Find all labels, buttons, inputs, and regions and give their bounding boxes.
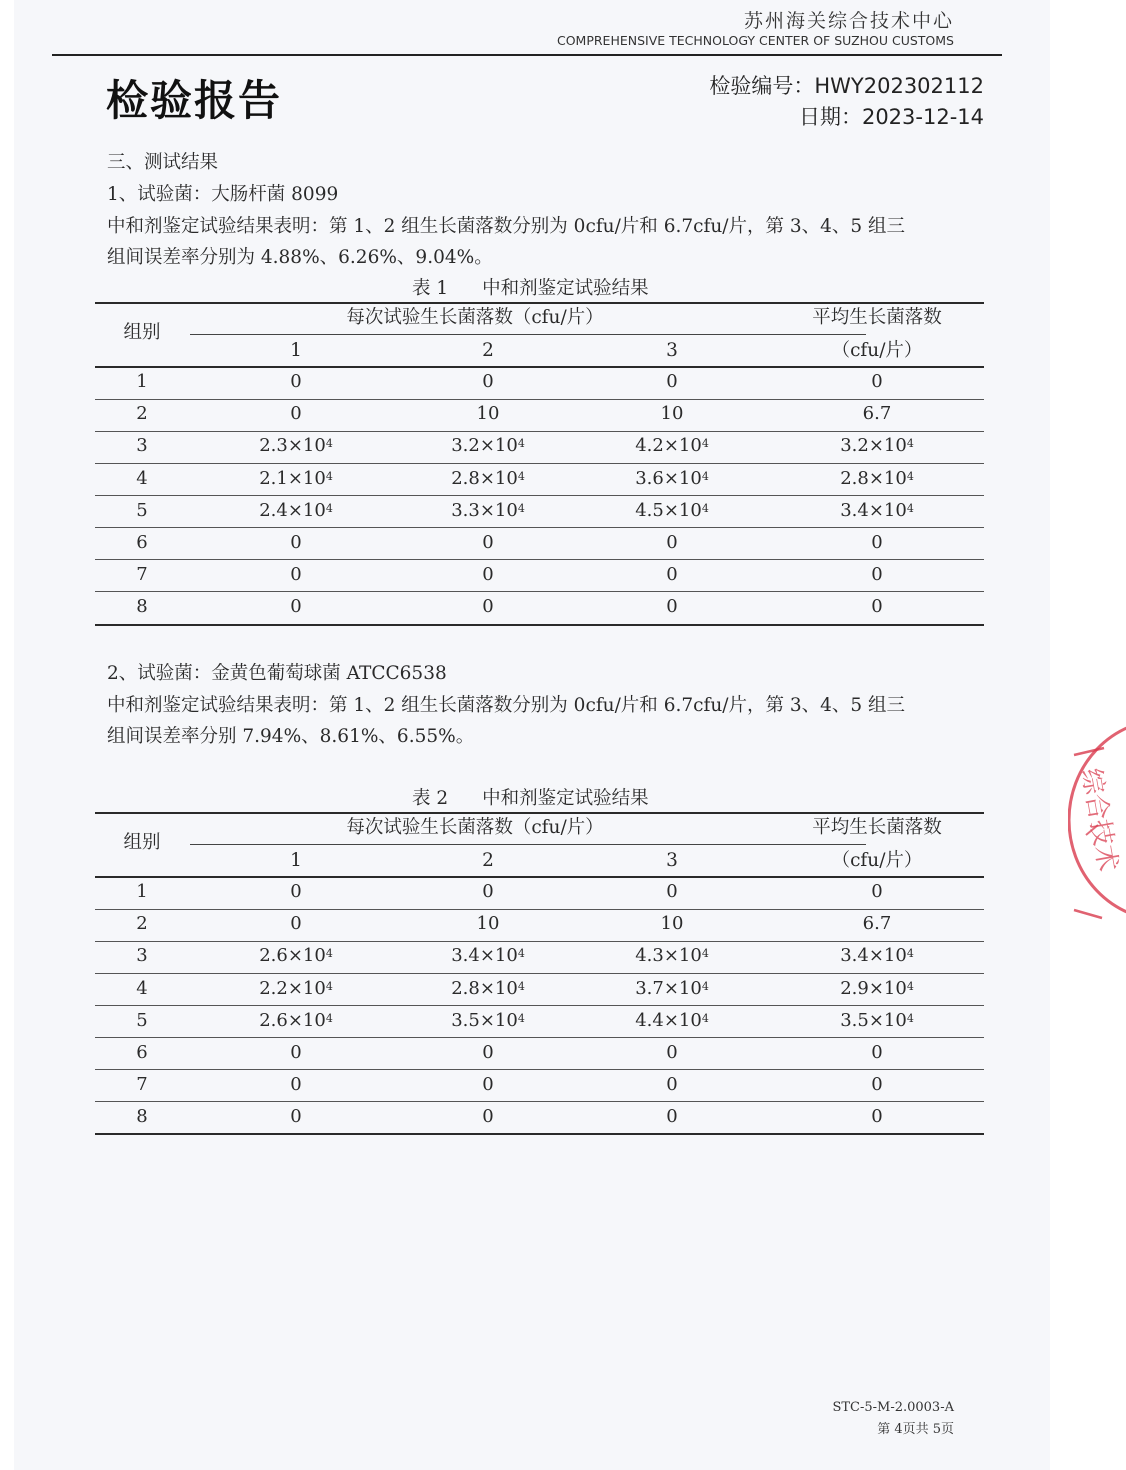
- table-rule: [95, 812, 984, 814]
- cell-value: 6.7: [862, 913, 892, 935]
- header-average: 平均生长菌落数: [812, 817, 942, 838]
- table-cell-group: [136, 1106, 147, 1128]
- cell-exponent: 4: [701, 1011, 709, 1025]
- table-rule: [95, 876, 984, 878]
- cell-exponent: 4: [517, 1011, 525, 1025]
- table1-caption-text: 中和剂鉴定试验结果: [482, 278, 649, 299]
- cell-value: 0: [482, 1106, 494, 1128]
- cell-value: 2.4×10: [259, 499, 326, 521]
- table1-caption: [412, 274, 649, 300]
- table-rule: [95, 909, 984, 910]
- cell-value: 4.2×10: [635, 435, 702, 457]
- table-cell-group: [136, 532, 147, 554]
- table-cell-c1: [259, 945, 333, 967]
- table-cell-c2: [451, 945, 525, 967]
- table-cell-c1: [259, 1010, 333, 1032]
- cell-value: 0: [290, 1074, 302, 1096]
- table-rule: [95, 941, 984, 942]
- cell-value: 2.8×10: [840, 467, 907, 489]
- table-rule: [95, 973, 984, 974]
- cell-value: 2.8×10: [451, 977, 518, 999]
- cell-value: 8: [136, 596, 148, 618]
- table-rule: [95, 1133, 984, 1135]
- table-cell-group: [136, 500, 147, 522]
- report-number: 检验编号：HWY202302112: [709, 74, 984, 98]
- table-cell-c3: [666, 1106, 677, 1128]
- table-cell-c1: [259, 435, 333, 457]
- header-average-unit: （cfu/片）: [831, 340, 923, 361]
- header-per-test: 每次试验生长菌落数（cfu/片）: [346, 817, 604, 838]
- cell-value: 10: [660, 403, 684, 425]
- table-cell-c2: [477, 913, 500, 935]
- table-cell-avg: [863, 913, 892, 935]
- cell-exponent: 4: [517, 501, 525, 515]
- table-cell-c3: [666, 596, 677, 618]
- cell-value: 0: [871, 1042, 883, 1063]
- header-per-test: 每次试验生长菌落数（cfu/片）: [346, 307, 604, 328]
- table-cell-group: [136, 435, 147, 457]
- cell-value: 6: [136, 532, 148, 553]
- cell-value: 0: [871, 1074, 883, 1096]
- cell-value: 0: [666, 532, 678, 553]
- table-cell-c2: [482, 881, 493, 903]
- cell-value: 0: [290, 913, 302, 935]
- cell-exponent: 4: [701, 437, 709, 451]
- form-number: STC-5-M-2.0003-A: [832, 1400, 954, 1415]
- table-cell-c3: [666, 881, 677, 903]
- table2-caption: [412, 784, 649, 810]
- cell-exponent: 4: [325, 979, 333, 993]
- cell-value: 10: [660, 913, 684, 935]
- cell-exponent: 4: [517, 947, 525, 961]
- table-cell-c3: [666, 564, 677, 586]
- cell-exponent: 4: [325, 947, 333, 961]
- cell-value: 2: [136, 403, 148, 425]
- table-cell-c1: [290, 1074, 301, 1096]
- test2-summary-line2: 组间误差率分别 7.94%、8.61%、6.55%。: [107, 726, 475, 747]
- cell-exponent: 4: [325, 437, 333, 451]
- header-average: 平均生长菌落数: [812, 307, 942, 328]
- table-cell-c1: [259, 500, 333, 522]
- table2-caption-number: 表 2: [412, 788, 449, 809]
- cell-value: 0: [482, 1042, 494, 1063]
- table-cell-c2: [482, 371, 493, 393]
- cell-value: 4: [136, 977, 148, 999]
- table-cell-avg: [840, 978, 914, 1000]
- table-cell-c1: [290, 371, 301, 393]
- cell-value: 0: [482, 881, 494, 902]
- cell-exponent: 4: [325, 469, 333, 483]
- table-cell-c2: [482, 596, 493, 618]
- table-cell-c2: [477, 403, 500, 425]
- table-cell-avg: [840, 945, 914, 967]
- table-cell-group: [136, 945, 147, 967]
- table-cell-group: [136, 978, 147, 1000]
- table-cell-c3: [661, 913, 684, 935]
- cell-value: 0: [666, 1074, 678, 1096]
- table-cell-avg: [840, 468, 914, 490]
- cell-value: 3.7×10: [635, 977, 702, 999]
- header-col-2: 2: [482, 850, 494, 871]
- header-col-3: 3: [666, 340, 678, 361]
- table-cell-c2: [451, 500, 525, 522]
- table-cell-c3: [666, 371, 677, 393]
- header-col-1: 1: [290, 340, 302, 361]
- table-rule: [95, 302, 984, 304]
- cell-value: 3.2×10: [451, 435, 518, 457]
- header-subrule: [190, 334, 866, 335]
- table-cell-group: [136, 1042, 147, 1064]
- cell-value: 2.9×10: [840, 977, 907, 999]
- cell-value: 2.2×10: [259, 977, 326, 999]
- cell-value: 0: [666, 564, 678, 586]
- table-cell-group: [136, 881, 147, 903]
- table-rule: [95, 495, 984, 496]
- table-cell-c1: [290, 564, 301, 586]
- cell-exponent: 4: [517, 437, 525, 451]
- cell-value: 0: [482, 371, 494, 392]
- cell-value: 0: [871, 881, 883, 902]
- table-cell-c1: [290, 403, 301, 425]
- table-cell-avg: [840, 500, 914, 522]
- table-cell-c2: [482, 1042, 493, 1064]
- table-2: [95, 812, 984, 1137]
- cell-exponent: 4: [325, 1011, 333, 1025]
- organization-name-cn: 苏州海关综合技术中心: [743, 10, 954, 32]
- cell-value: 8: [136, 1106, 148, 1128]
- cell-value: 0: [482, 1074, 494, 1096]
- report-date: 日期：2023-12-14: [798, 105, 984, 129]
- table-cell-c2: [482, 532, 493, 554]
- table-cell-c1: [290, 1042, 301, 1064]
- cell-exponent: 4: [906, 501, 914, 515]
- cell-value: 2.1×10: [259, 467, 326, 489]
- cell-value: 3: [136, 435, 148, 457]
- test2-organism: 2、试验菌：金黄色葡萄球菌 ATCC6538: [107, 663, 447, 684]
- table-rule: [95, 1037, 984, 1038]
- cell-exponent: 4: [906, 947, 914, 961]
- table-cell-avg: [840, 1010, 914, 1032]
- table-cell-c1: [290, 596, 301, 618]
- table-rule: [95, 559, 984, 560]
- cell-exponent: 4: [906, 437, 914, 451]
- report-title: 检验报告: [106, 76, 283, 125]
- table-cell-avg: [863, 403, 892, 425]
- cell-value: 0: [871, 564, 883, 586]
- table-cell-c1: [259, 468, 333, 490]
- cell-value: 6.7: [862, 403, 892, 425]
- table-1: [95, 302, 984, 627]
- table-cell-c2: [451, 1010, 525, 1032]
- cell-value: 3.4×10: [840, 945, 907, 967]
- cell-exponent: 4: [701, 469, 709, 483]
- cell-value: 3.4×10: [840, 499, 907, 521]
- cell-value: 10: [476, 403, 500, 425]
- table-rule: [95, 463, 984, 464]
- table-cell-group: [136, 1010, 147, 1032]
- page-number: 第 4页共 5页: [877, 1422, 954, 1437]
- table-cell-c3: [666, 1074, 677, 1096]
- header-col-3: 3: [666, 850, 678, 871]
- table-rule: [95, 527, 984, 528]
- cell-exponent: 4: [517, 979, 525, 993]
- table-cell-avg: [871, 1074, 882, 1096]
- cell-value: 0: [666, 881, 678, 902]
- cell-value: 0: [666, 1106, 678, 1128]
- table-rule: [95, 1005, 984, 1006]
- header-average-unit: （cfu/片）: [831, 850, 923, 871]
- table-cell-c2: [451, 978, 525, 1000]
- table-cell-c3: [661, 403, 684, 425]
- header-col-1: 1: [290, 850, 302, 871]
- table-cell-avg: [871, 371, 882, 393]
- cell-value: 0: [871, 532, 883, 553]
- cell-value: 10: [476, 913, 500, 935]
- test1-summary-line2: 组间误差率分别为 4.88%、6.26%、9.04%。: [107, 247, 493, 268]
- cell-value: 3.4×10: [451, 945, 518, 967]
- cell-value: 0: [290, 371, 302, 392]
- cell-value: 3.6×10: [635, 467, 702, 489]
- cell-value: 3: [136, 945, 148, 967]
- cell-value: 0: [871, 596, 883, 618]
- table-cell-c1: [290, 881, 301, 903]
- cell-value: 5: [136, 1009, 148, 1031]
- table1-caption-number: 表 1: [412, 278, 449, 299]
- cell-value: 0: [666, 1042, 678, 1063]
- cell-value: 0: [666, 596, 678, 618]
- table-rule: [95, 399, 984, 400]
- cell-exponent: 4: [701, 979, 709, 993]
- section-heading: 三、测试结果: [107, 152, 219, 173]
- cell-value: 2.6×10: [259, 945, 326, 967]
- table-cell-c3: [635, 500, 709, 522]
- table-rule: [95, 431, 984, 432]
- cell-value: 5: [136, 499, 148, 521]
- table-rule: [95, 624, 984, 626]
- table-rule: [95, 1101, 984, 1102]
- cell-exponent: 4: [906, 979, 914, 993]
- table-cell-c2: [451, 435, 525, 457]
- cell-value: 4: [136, 467, 148, 489]
- cell-value: 1: [136, 371, 148, 392]
- table-cell-avg: [871, 532, 882, 554]
- table-cell-c2: [451, 468, 525, 490]
- cell-value: 2.8×10: [451, 467, 518, 489]
- header-subrule: [190, 844, 866, 845]
- table-rule: [95, 591, 984, 592]
- cell-value: 6: [136, 1042, 148, 1063]
- cell-value: 0: [871, 1106, 883, 1128]
- test1-summary-line1: 中和剂鉴定试验结果表明：第 1、2 组生长菌落数分别为 0cfu/片和 6.7cfu/片，第 3、4、5 组三: [107, 216, 906, 237]
- table-cell-avg: [871, 596, 882, 618]
- official-seal-stamp: [1068, 700, 1126, 940]
- cell-exponent: 4: [325, 501, 333, 515]
- table-rule: [95, 1069, 984, 1070]
- cell-value: 0: [290, 403, 302, 425]
- table-cell-avg: [871, 564, 882, 586]
- table-cell-c3: [635, 945, 709, 967]
- cell-value: 0: [290, 532, 302, 553]
- table-cell-c2: [482, 1074, 493, 1096]
- table-cell-group: [136, 371, 147, 393]
- cell-value: 0: [290, 564, 302, 586]
- table-cell-group: [136, 564, 147, 586]
- cell-exponent: 4: [906, 469, 914, 483]
- test2-summary-line1: 中和剂鉴定试验结果表明：第 1、2 组生长菌落数分别为 0cfu/片和 6.7cfu/片，第 3、4、5 组三: [107, 695, 906, 716]
- header-divider: [52, 54, 1002, 56]
- table-cell-c3: [635, 435, 709, 457]
- table-cell-c1: [290, 1106, 301, 1128]
- table-cell-c1: [290, 532, 301, 554]
- table-cell-group: [136, 596, 147, 618]
- seal-text: 综合技术: [1075, 766, 1123, 874]
- table-cell-c3: [635, 468, 709, 490]
- cell-value: 0: [290, 881, 302, 902]
- cell-exponent: 4: [906, 1011, 914, 1025]
- table-cell-group: [136, 1074, 147, 1096]
- table-cell-group: [136, 468, 147, 490]
- cell-value: 0: [482, 564, 494, 586]
- table-cell-group: [136, 913, 147, 935]
- test1-organism: 1、试验菌：大肠杆菌 8099: [107, 184, 339, 205]
- cell-exponent: 4: [517, 469, 525, 483]
- table2-caption-text: 中和剂鉴定试验结果: [482, 788, 649, 809]
- cell-value: 3.3×10: [451, 499, 518, 521]
- cell-value: 4.3×10: [635, 945, 702, 967]
- cell-value: 4.4×10: [635, 1009, 702, 1031]
- table-cell-c3: [666, 532, 677, 554]
- cell-value: 3.5×10: [451, 1009, 518, 1031]
- cell-value: 0: [666, 371, 678, 392]
- cell-exponent: 4: [701, 947, 709, 961]
- cell-value: 1: [136, 881, 148, 902]
- header-group: 组别: [123, 322, 161, 343]
- table-cell-c3: [666, 1042, 677, 1064]
- header-group: 组别: [123, 832, 161, 853]
- cell-value: 3.2×10: [840, 435, 907, 457]
- cell-value: 7: [136, 1074, 148, 1096]
- cell-value: 0: [290, 596, 302, 618]
- cell-value: 0: [290, 1106, 302, 1128]
- table-cell-c3: [635, 1010, 709, 1032]
- organization-name-en: COMPREHENSIVE TECHNOLOGY CENTER OF SUZHOU CUSTOMS: [556, 33, 954, 48]
- cell-exponent: 4: [701, 501, 709, 515]
- cell-value: 0: [482, 532, 494, 553]
- cell-value: 0: [482, 596, 494, 618]
- table-cell-avg: [840, 435, 914, 457]
- cell-value: 2.6×10: [259, 1009, 326, 1031]
- table-cell-c1: [259, 978, 333, 1000]
- cell-value: 3.5×10: [840, 1009, 907, 1031]
- table-rule: [95, 366, 984, 368]
- table-cell-avg: [871, 881, 882, 903]
- cell-value: 0: [290, 1042, 302, 1063]
- cell-value: 0: [871, 371, 883, 392]
- table-cell-c2: [482, 564, 493, 586]
- table-cell-avg: [871, 1042, 882, 1064]
- table-cell-group: [136, 403, 147, 425]
- cell-value: 2: [136, 913, 148, 935]
- cell-value: 4.5×10: [635, 499, 702, 521]
- table-cell-c1: [290, 913, 301, 935]
- table-cell-c3: [635, 978, 709, 1000]
- cell-value: 2.3×10: [259, 435, 326, 457]
- table-cell-avg: [871, 1106, 882, 1128]
- cell-value: 7: [136, 564, 148, 586]
- header-col-2: 2: [482, 340, 494, 361]
- table-cell-c2: [482, 1106, 493, 1128]
